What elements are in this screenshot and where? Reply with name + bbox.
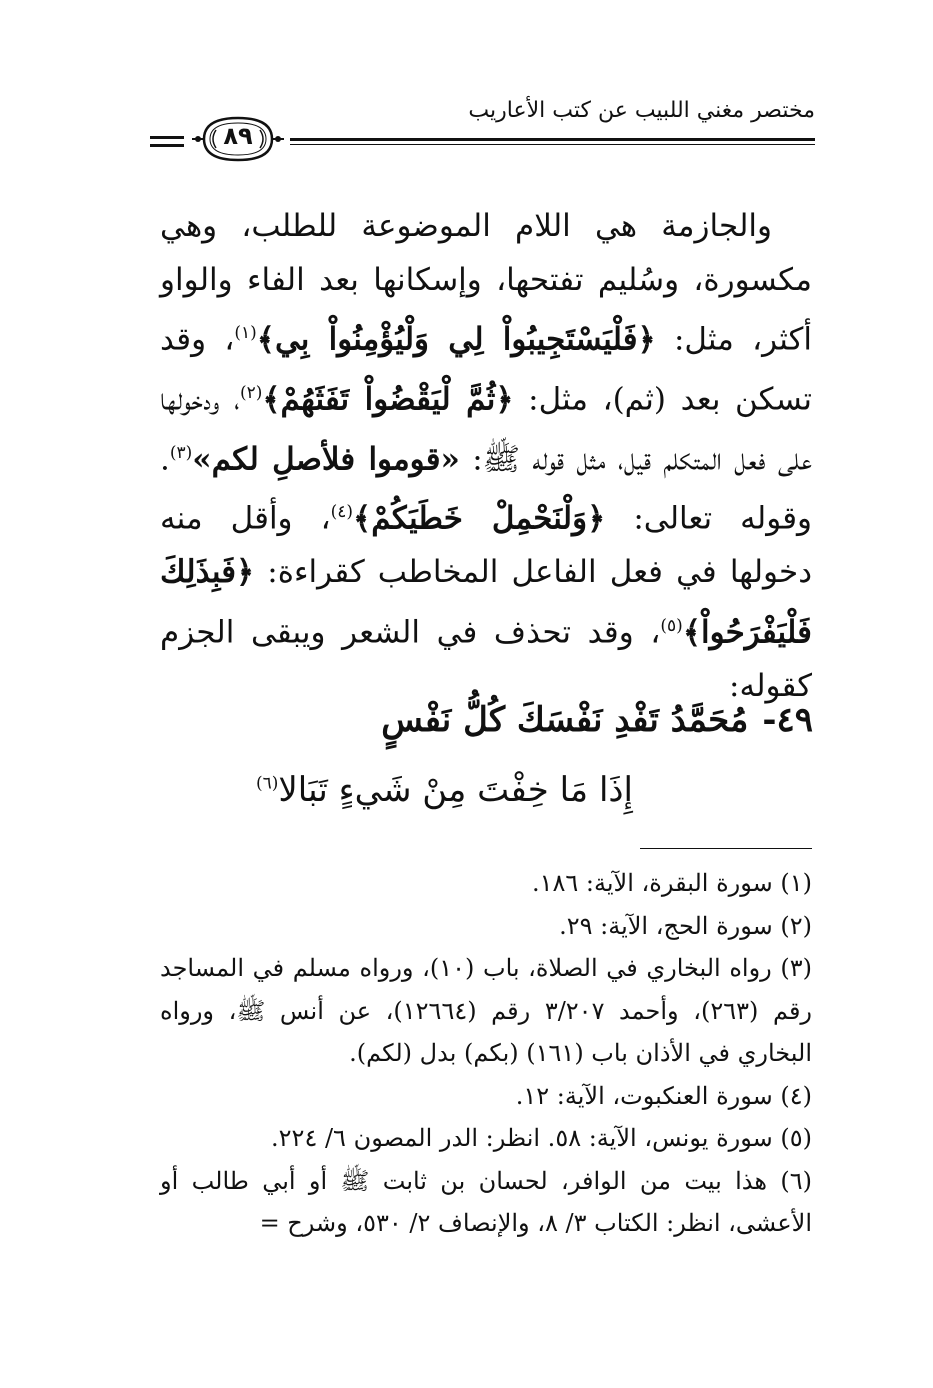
footnote: (٣) رواه البخاري في الصلاة، باب (١٠)، ورواه مسلم في المساجد رقم (٢٦٣)، وأحمد ٣/٢٠٧ رقم (١٢٦٦٤)، عن أنس ﷺ، ورواه البخاري في الأذان باب (١٦١) (بكم) بدل (لكم). (160, 954, 813, 1067)
poem-hemistich: مُحَمَّدُ تَفْدِ نَفْسَكَ كُلُّ نَفْسٍ (381, 700, 749, 740)
footnote-ref: (١) (234, 323, 257, 343)
main-paragraph (160, 200, 812, 713)
footnote-ref: (٦) (255, 773, 279, 794)
footnote-ref: (٣) (169, 442, 193, 463)
page-number: ٨٩ (223, 122, 253, 150)
poem-hemistich: إِذَا مَا خِفْتَ مِنْ شَيءٍ تَبَالا (278, 770, 633, 810)
paragraph-text: والجازمة هي اللام الموضوعة للطلب، وهي مكسورة، وسُليم تفتحها، وإسكانها بعد الفاء والواو أكثر، مثل: (160, 208, 812, 358)
hadith-quote: «قوموا فلأصلِ لكم» (192, 440, 460, 477)
header-rule-left (150, 144, 184, 147)
footnotes (160, 862, 812, 1245)
paragraph-text: ، وقد تحذف في الشعر ويبقى الجزم كقوله: (160, 614, 812, 704)
footnote: (٤) سورة العنكبوت، الآية: ١٢. (515, 1081, 812, 1110)
footnote-ref: (٢) (239, 382, 263, 403)
header-rule-left (150, 136, 184, 139)
poem-line-1 (253, 700, 813, 740)
quran-verse: ﴿فَلْيَسْتَجِيبُواْ لِي وَلْيُؤْمِنُواْ بِي﴾ (256, 321, 656, 358)
quran-verse: ﴿وَلْنَحْمِلْ خَطَيَكُمْ﴾ (353, 500, 606, 537)
footnote-ref: (٤) (330, 502, 354, 523)
footnote-ref: (٥) (660, 615, 683, 636)
paragraph-text: ، ودخولها على فعل المتكلم قيل، مثل قوله ﷺ: (160, 381, 812, 477)
paragraph-text: . وقوله تعالى: (160, 440, 813, 537)
poem-number: ٤٩- (762, 700, 813, 740)
header-rule (290, 138, 815, 141)
quran-verse: ﴿ثُمَّ لْيَقْضُواْ تَفَثَهُمْ﴾ (262, 381, 514, 418)
quran-verse: ﴿فَبِذَلِكَ فَلْيَفْرَحُواْ﴾ (160, 554, 812, 651)
footnote: (٢) سورة الحج، الآية: ٢٩. (559, 911, 812, 940)
running-header (150, 92, 815, 158)
footnote: (١) سورة البقرة، الآية: ١٨٦. (531, 869, 812, 897)
paragraph (160, 200, 812, 713)
poem-line-2 (163, 770, 633, 810)
footnote: (٦) هذا بيت من الوافر، لحسان بن ثابت ﷺ أو أبي طالب أو الأعشى، انظر: الكتاب ٣/ ٨، والإنصاف ٢/ ٥٣٠، وشرح = (160, 1166, 812, 1237)
book-title: مختصر مغني اللبيب عن كتب الأعاريب (468, 98, 815, 123)
page-number-ornament (190, 114, 286, 164)
paragraph-text: ، وأقل منه دخولها في فعل الفاعل المخاطب كقراءة: (160, 500, 812, 591)
footnote-separator (640, 848, 812, 849)
header-rule-thin (290, 144, 815, 145)
paragraph-text: ، وقد تسكن بعد (ثم)، مثل: (160, 321, 813, 418)
footnote: (٥) سورة يونس، الآية: ٥٨. انظر: الدر المصون ٦/ ٢٢٤. (271, 1124, 812, 1152)
